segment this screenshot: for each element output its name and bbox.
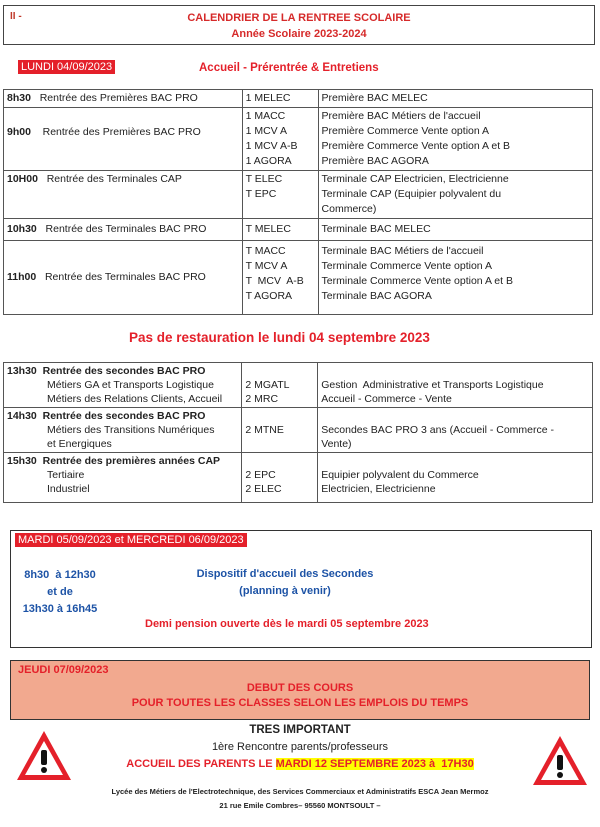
footer-line2: 21 rue Emile Combres– 95560 MONTSOULT –	[219, 801, 381, 810]
jeudi-line1: DEBUT DES COURS	[246, 682, 354, 694]
table-cell	[4, 241, 243, 315]
row-code: T AGORA	[245, 290, 293, 302]
row-desc: Rentrée des Premières BAC PRO	[42, 126, 201, 138]
time-line: et de	[47, 586, 73, 598]
row-class: Terminale Commerce Vente option A	[321, 260, 492, 272]
row-class: Electricien, Electricienne	[321, 483, 436, 495]
footer-line1: Lycée des Métiers de l'Electrotechnique, des Services Commerciaux et Administratifs ESCA Jean Mermoz	[111, 787, 489, 796]
row-class: Accueil - Commerce - Vente	[321, 393, 452, 405]
table-cell	[318, 108, 592, 171]
no-catering-notice: Pas de restauration le lundi 04 septembre 2023	[129, 330, 430, 345]
row-desc: Rentrée des Terminales BAC PRO	[44, 271, 206, 283]
row-code: T MCV A-B	[245, 275, 304, 287]
table-row	[4, 171, 593, 219]
table-row	[4, 453, 593, 503]
table-cell	[4, 90, 243, 108]
row-title: Rentrée des premières années CAP	[42, 455, 221, 467]
lundi-table	[3, 89, 593, 315]
row-class: Terminale BAC MELEC	[321, 223, 431, 235]
row-code: 2 EPC	[245, 469, 276, 481]
row-desc: Rentrée des Terminales BAC PRO	[45, 223, 207, 235]
table-row	[4, 363, 593, 408]
header-box	[3, 5, 595, 45]
jeudi-line2: POUR TOUTES LES CLASSES SELON LES EMPLOIS DU TEMPS	[131, 697, 469, 709]
table-cell	[242, 171, 318, 219]
mardi-date-label: MARDI 05/09/2023 et MERCREDI 06/09/2023	[15, 533, 247, 547]
row-class: Terminale Commerce Vente option A et B	[321, 275, 513, 287]
row-class: Commerce)	[321, 203, 377, 215]
warning-triangle-icon	[530, 733, 590, 789]
row-sub: et Energiques	[47, 438, 112, 450]
dispositif-text: Dispositif d'accueil des Secondes	[196, 568, 374, 580]
row-time: 10h30	[7, 223, 37, 235]
table-cell	[242, 363, 318, 408]
row-class: Première Commerce Vente option A et B	[321, 140, 511, 152]
row-time: 8h30	[7, 92, 31, 104]
accueil-parents	[0, 758, 600, 770]
accueil-prefix: ACCUEIL DES PARENTS LE	[126, 758, 276, 770]
row-code: 1 MACC	[245, 110, 286, 122]
row-code: 1 MELEC	[245, 92, 291, 104]
row-class: Première Commerce Vente option A	[321, 125, 490, 137]
row-time: 13h30	[7, 365, 37, 377]
row-class: Secondes BAC PRO 3 ans (Accueil - Commerce -	[321, 424, 555, 436]
row-code: 2 MGATL	[245, 379, 290, 391]
table-cell	[242, 453, 318, 503]
row-code: 2 ELEC	[245, 483, 282, 495]
row-time: 9h00	[7, 126, 31, 138]
row-sub: Industriel	[47, 483, 90, 495]
table-cell	[4, 453, 242, 503]
table-row	[4, 90, 593, 108]
table-row	[4, 408, 593, 453]
page-subtitle: Année Scolaire 2023-2024	[231, 28, 367, 40]
row-code: 1 MCV A-B	[245, 140, 298, 152]
row-class: Gestion Administrative et Transports Logistique	[321, 379, 544, 391]
row-class: Terminale CAP (Equipier polyvalent du	[321, 188, 502, 200]
row-desc: Rentrée des Premières BAC PRO	[39, 92, 198, 104]
row-class: Première BAC AGORA	[321, 155, 429, 167]
row-class: Première BAC MELEC	[321, 92, 428, 104]
row-sub: Tertiaire	[47, 469, 85, 481]
planning-text: (planning à venir)	[239, 585, 331, 597]
table-cell	[242, 241, 318, 315]
row-desc: Rentrée des Terminales CAP	[46, 173, 182, 185]
row-code: 1 AGORA	[245, 155, 292, 167]
table-cell	[318, 408, 593, 453]
table-cell	[318, 363, 593, 408]
table-cell	[242, 90, 318, 108]
row-title: Rentrée des secondes BAC PRO	[42, 410, 206, 422]
row-code: 2 MRC	[245, 393, 279, 405]
table-cell	[318, 453, 593, 503]
row-class: Terminale BAC AGORA	[321, 290, 432, 302]
table-cell	[4, 108, 243, 171]
row-class: Terminale BAC Métiers de l'accueil	[321, 245, 484, 257]
row-time: 14h30	[7, 410, 37, 422]
jeudi-date-label: JEUDI 07/09/2023	[18, 664, 109, 676]
row-class: Terminale CAP Electricien, Electricienne	[321, 173, 509, 185]
time-line: 13h30 à 16h45	[22, 603, 98, 615]
table-cell	[4, 363, 242, 408]
row-code: T ELEC	[245, 173, 283, 185]
row-code: 1 MCV A	[245, 125, 288, 137]
table-cell	[318, 171, 592, 219]
lundi-date-label: LUNDI 04/09/2023	[18, 60, 115, 74]
table-cell	[318, 219, 592, 241]
row-code: 2 MTNE	[245, 424, 284, 436]
row-class: Première BAC Métiers de l'accueil	[321, 110, 481, 122]
table-cell	[242, 408, 318, 453]
time-line: 8h30 à 12h30	[24, 569, 96, 581]
table-row	[4, 219, 593, 241]
warning-triangle-icon	[14, 728, 74, 784]
row-time: 10H00	[7, 173, 38, 185]
accueil-date: MARDI 12 SEPTEMBRE 2023 à 17H30	[275, 758, 474, 770]
table-cell	[4, 171, 243, 219]
table-cell	[318, 90, 592, 108]
page-title: CALENDRIER DE LA RENTREE SCOLAIRE	[187, 12, 411, 24]
table-cell	[318, 241, 592, 315]
row-code: T MELEC	[245, 223, 291, 235]
row-sub: Métiers GA et Transports Logistique	[47, 379, 214, 391]
row-sub: Métiers des Relations Clients, Accueil	[47, 393, 223, 405]
row-code: T EPC	[245, 188, 277, 200]
row-time: 11h00	[7, 271, 37, 283]
lundi-heading: Accueil - Prérentrée & Entretiens	[199, 62, 379, 74]
important-title: TRES IMPORTANT	[249, 724, 351, 736]
table-cell	[4, 219, 243, 241]
row-class: Equipier polyvalent du Commerce	[321, 469, 479, 481]
row-class: Vente)	[321, 438, 352, 450]
row-code: T MACC	[245, 245, 286, 257]
row-code: T MCV A	[245, 260, 288, 272]
table-cell	[242, 108, 318, 171]
table-row	[4, 108, 593, 171]
important-line: 1ère Rencontre parents/professeurs	[211, 741, 389, 753]
row-title: Rentrée des secondes BAC PRO	[42, 365, 206, 377]
table-cell	[242, 219, 318, 241]
section-number: II -	[10, 11, 22, 22]
table-cell	[4, 408, 242, 453]
mardi-times	[10, 567, 110, 618]
row-time: 15h30	[7, 455, 37, 467]
row-sub: Métiers des Transitions Numériques	[47, 424, 215, 436]
secondes-table	[3, 362, 593, 503]
demi-pension-text: Demi pension ouverte dès le mardi 05 septembre 2023	[145, 618, 429, 630]
table-row	[4, 241, 593, 315]
